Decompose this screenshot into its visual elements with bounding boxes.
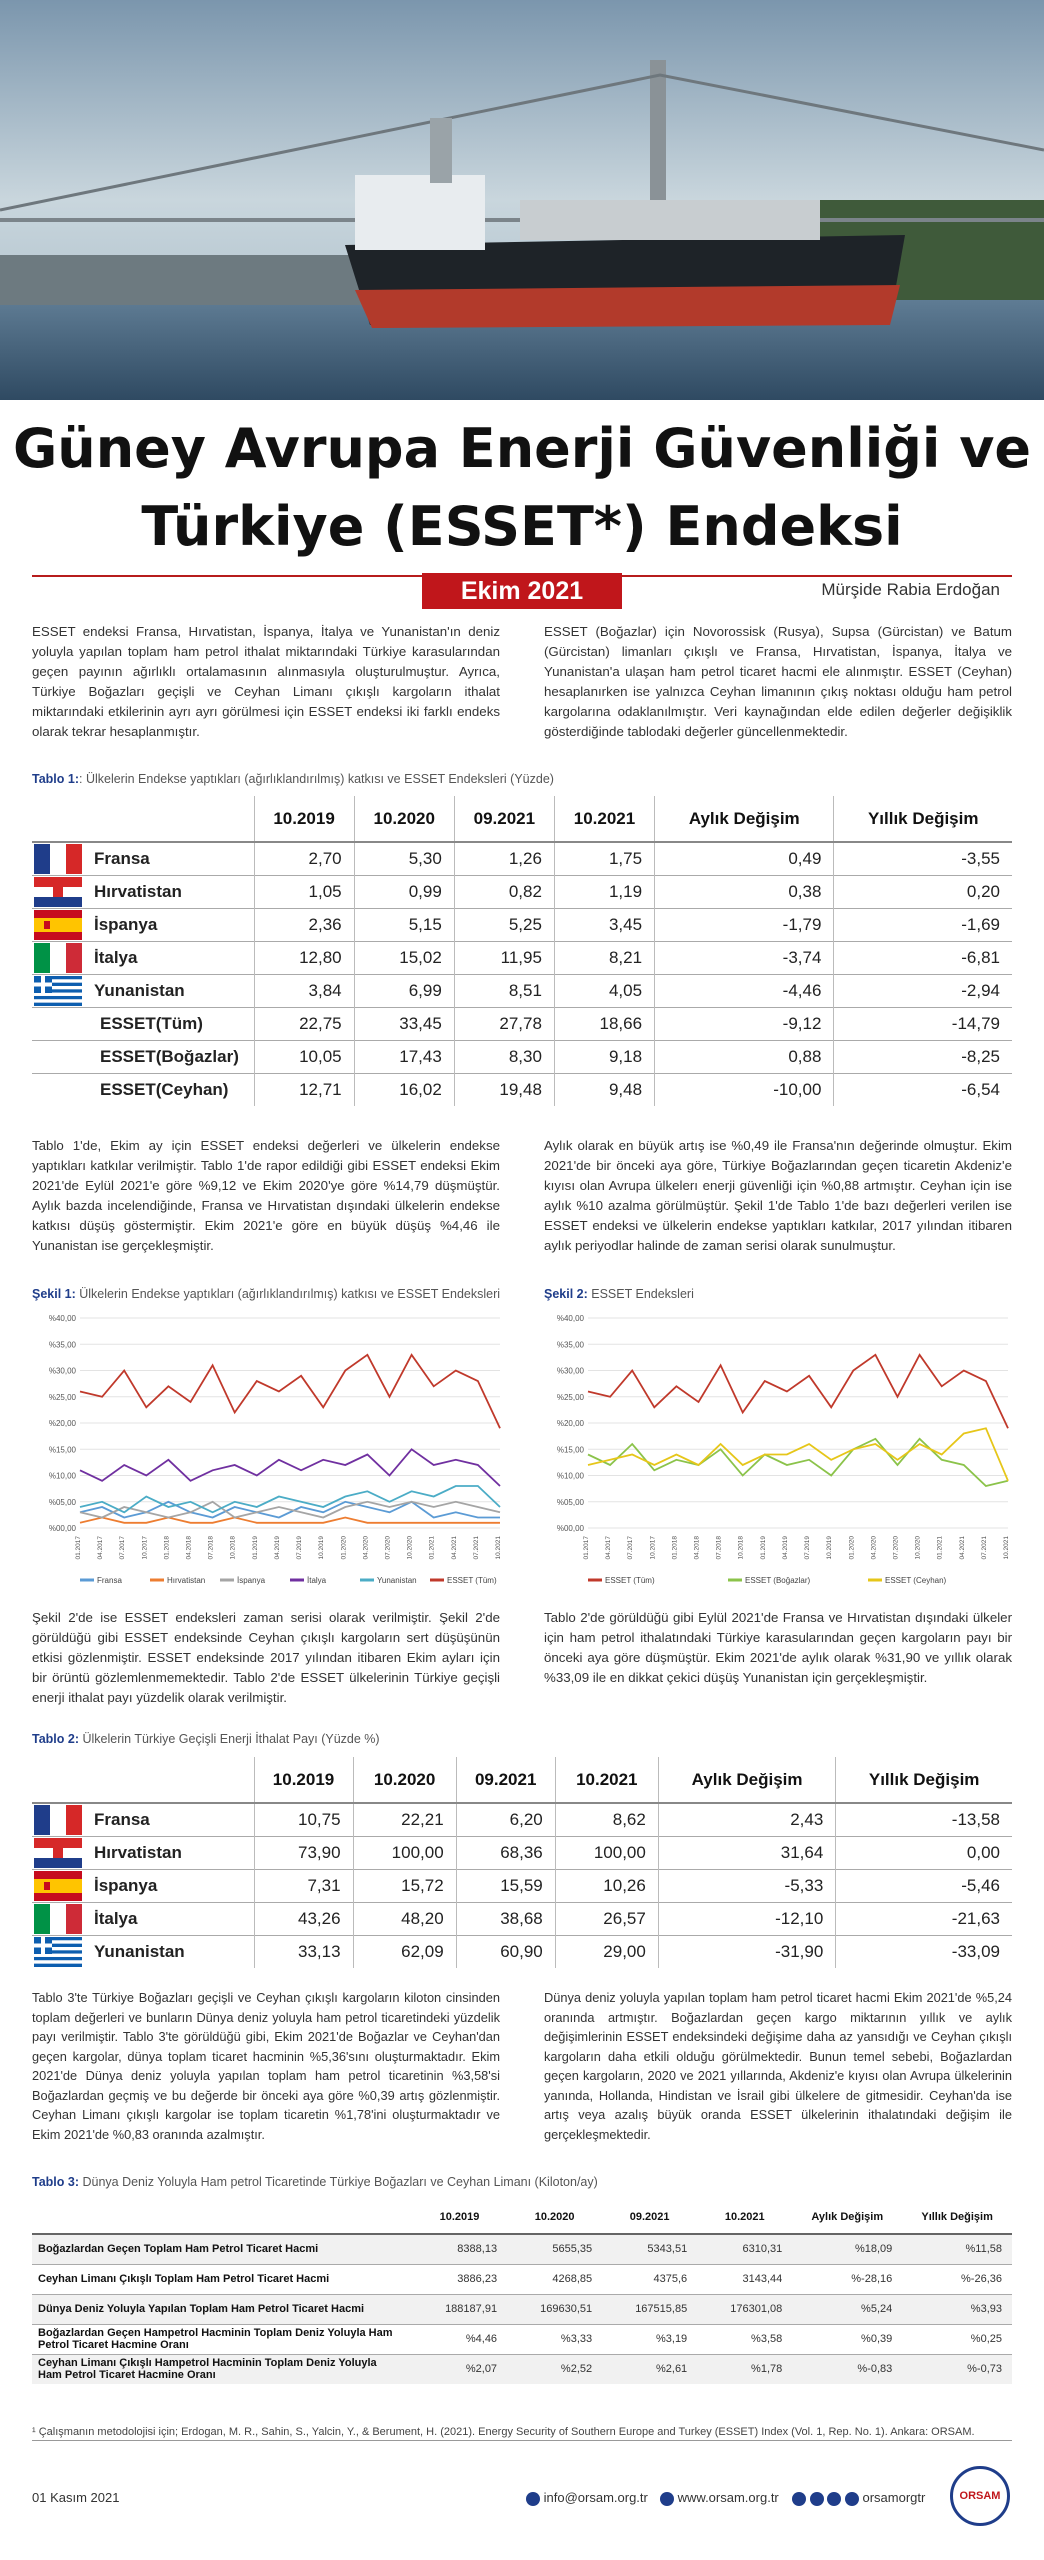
flag-cell [32, 1803, 86, 1836]
table3-row [32, 2234, 1012, 2264]
table1 [32, 796, 1012, 1106]
table2-header: 10.2020 [353, 1757, 456, 1803]
table-cell: 6310,31 [697, 2234, 792, 2264]
table-cell: 12,71 [254, 1073, 354, 1106]
fig1-xtick-label: 01.2021 [428, 1536, 436, 1560]
table-cell: 5,25 [454, 908, 554, 941]
table-cell: 15,59 [456, 1869, 555, 1902]
italy-flag-icon [34, 1904, 82, 1934]
table-cell: -6,54 [834, 1073, 1012, 1106]
table1-header: 10.2020 [354, 796, 454, 842]
row-label: ESSET(Ceyhan) [86, 1073, 254, 1106]
fig1-xtick-label: 07.2017 [119, 1536, 127, 1560]
table-cell: 8,62 [555, 1803, 658, 1836]
fig1-xtick-label: 04.2021 [450, 1536, 458, 1560]
table-cell: 1,26 [454, 842, 554, 875]
row-label: ESSET(Tüm) [86, 1007, 254, 1040]
table-cell: -2,94 [834, 974, 1012, 1007]
table1-row [32, 1040, 1012, 1073]
table3-header: Aylık Değişim [792, 2200, 902, 2234]
linkedin-icon [827, 2492, 841, 2506]
table-cell: 2,43 [658, 1803, 835, 1836]
table-cell: 18,66 [554, 1007, 654, 1040]
table-cell: %-0,73 [902, 2354, 1012, 2384]
fig2-xtick-label: 01.2021 [936, 1536, 944, 1560]
table-cell: 5,15 [354, 908, 454, 941]
table-cell: 3886,23 [412, 2264, 507, 2294]
row-label: Boğazlardan Geçen Toplam Ham Petrol Ticaret Hacmi [32, 2234, 412, 2264]
footer-email[interactable]: info@orsam.org.tr [526, 2490, 648, 2506]
table1-row [32, 908, 1012, 941]
fig2-ytick-label: %30,00 [556, 1366, 584, 1376]
table-cell: -9,12 [655, 1007, 834, 1040]
flag-cell [32, 1869, 86, 1902]
table-cell: 4268,85 [507, 2264, 602, 2294]
table-cell: 0,20 [834, 875, 1012, 908]
fig2-legend-label: ESSET (Boğazlar) [745, 1576, 811, 1585]
fig1-xtick-label: 10.2021 [495, 1536, 502, 1560]
fig1-series-line [80, 1449, 500, 1486]
table-cell: -3,55 [834, 842, 1012, 875]
table-cell: 60,90 [456, 1935, 555, 1968]
row-label: Ceyhan Limanı Çıkışlı Hampetrol Hacminin Toplam Deniz Yoluyla Ham Petrol Ticaret Hacmine Oranı [32, 2354, 412, 2384]
table-cell: -10,00 [655, 1073, 834, 1106]
table-cell: %-28,16 [792, 2264, 902, 2294]
table-cell: 19,48 [454, 1073, 554, 1106]
table-cell: 8,30 [454, 1040, 554, 1073]
table-cell: %0,25 [902, 2324, 1012, 2354]
fig2-ytick-label: %25,00 [556, 1392, 584, 1402]
table1-row [32, 1073, 1012, 1106]
fig1-xtick-label: 04.2018 [185, 1536, 193, 1560]
table-cell: 188187,91 [412, 2294, 507, 2324]
table-cell: 33,45 [354, 1007, 454, 1040]
fig2-series-line [588, 1355, 1008, 1429]
table-cell: 3,84 [254, 974, 354, 1007]
mid-left-text: Tablo 1'de, Ekim ay için ESSET endeksi değerleri ve ülkelerin endekse yaptıkları katkılar verilmiştir. Tablo 1'de rapor edildiği gibi ESSET endeksi Ekim 2021'de Eylül 2021'e göre %9,12 ve Ekim 2020'ye göre %14,79 düşmüştür. Aylık bazda incelendiğinde, Fransa ve Hırvatistan dışındaki ülkelerin endekse katkısı düşüş göstermiştir. Ekim 2021'e göre en büyük düşüş %4,46 ile Yunanistan ise gerçekleşmiştir. [32, 1138, 500, 1253]
fig2-xtick-label: 04.2019 [781, 1536, 789, 1560]
page-title [0, 410, 1044, 566]
bottom-left-text: Tablo 3'te Türkiye Boğazları geçişli ve Ceyhan çıkışlı kargoların kiloton cinsinden toplam değerleri ve bunların Dünya deniz yoluyla ham petrol ticaretindeki yüzdelik payı verilmiştir. Tablo 3'te görüldüğü gibi, Ekim 2021'de Boğazlar ve Ceyhan'dan geçen kargolar, dünya toplam ticaret hacminin %5,36'sını oluşturmaktadır. Ekim 2021'de Dünya deniz yoluyla yapılan toplam ham petrol ticaretinin %3,58'si Boğazlardan geçmiş ve bu değerde bir önceki aya göre %0,39 artış gözlenmiştir. Ceyhan Limanı çıkışlı kargolar ise toplam ticaretin %1,78'ini oluşturmaktadır ve Ekim 2021'de %0,83 oranında azalmıştır. [32, 1990, 500, 2142]
table-cell: %4,46 [412, 2324, 507, 2354]
flag-cell [32, 941, 86, 974]
fig1-xtick-label: 07.2018 [207, 1536, 215, 1560]
table-cell: %5,24 [792, 2294, 902, 2324]
table-cell: 0,99 [354, 875, 454, 908]
figure2-chart [536, 1310, 1016, 1600]
fig2-legend-label: ESSET (Tüm) [605, 1576, 655, 1585]
table-cell: %11,58 [902, 2234, 1012, 2264]
figure1-caption: Şekil 1: Ülkelerin Endekse yaptıkları (ağırlıklandırılmış) katkısı ve ESSET Endeksleri [32, 1287, 501, 1301]
row-label: Dünya Deniz Yoluyla Yapılan Toplam Ham Petrol Ticaret Hacmi [32, 2294, 412, 2324]
fig1-legend-label: İtalya [307, 1576, 327, 1585]
table-cell: 8388,13 [412, 2234, 507, 2264]
footer-divider [32, 2440, 1012, 2441]
fig1-ytick-label: %00,00 [48, 1524, 76, 1533]
fig2-xtick-label: 01.2019 [759, 1536, 767, 1560]
author-name: Mürşide Rabia Erdoğan [821, 580, 1000, 599]
table1-caption: Tablo 1:: Ülkelerin Endekse yaptıkları (ağırlıklandırılmış) katkısı ve ESSET Endeksleri (Yüzde) [32, 772, 554, 786]
table-cell: 29,00 [555, 1935, 658, 1968]
fig1-xtick-label: 07.2021 [472, 1536, 480, 1560]
figure2-caption: Şekil 2: ESSET Endeksleri [544, 1287, 694, 1301]
table-cell: 31,64 [658, 1836, 835, 1869]
table-cell: 167515,85 [602, 2294, 697, 2324]
table2-row [32, 1935, 1012, 1968]
table-cell: 176301,08 [697, 2294, 792, 2324]
table2-row [32, 1803, 1012, 1836]
table-cell: -6,81 [834, 941, 1012, 974]
table-cell: 0,00 [836, 1836, 1012, 1869]
table-cell: 2,36 [254, 908, 354, 941]
twitter-icon [845, 2492, 859, 2506]
fig1-ytick-label: %15,00 [48, 1445, 76, 1455]
fig2-xtick-label: 10.2017 [649, 1536, 657, 1560]
row-label: Ceyhan Limanı Çıkışlı Toplam Ham Petrol Ticaret Hacmi [32, 2264, 412, 2294]
intro-right-text: ESSET (Boğazlar) için Novorossisk (Rusya), Supsa (Gürcistan) ve Batum (Gürcistan) limanları çıkışlı ve Fransa, Hırvatistan, İspanya, İtalya ve Yunanistan'a ulaşan ham petrol ticaret hacmi ele alınmıştır. ESSET (Ceyhan) hesaplanırken ise yalnızca Ceyhan limanının çıkış noktası olduğu ham petrol kargolarına odaklanılmıştır. Veri kaynağından elde edilen değerler değişiklik gösterdiğinde tablodaki değerler güncellenmektedir. [544, 624, 1012, 739]
fig1-xtick-label: 10.2018 [229, 1536, 237, 1560]
table-cell: -13,58 [836, 1803, 1012, 1836]
fig2-series-line [588, 1439, 1008, 1486]
table3-header: 10.2020 [507, 2200, 602, 2234]
table-cell: -12,10 [658, 1902, 835, 1935]
title-line-1: Güney Avrupa Enerji Güvenliği ve [12, 417, 1032, 480]
fig1-legend-label: ESSET (Tüm) [447, 1576, 497, 1585]
fig2-xtick-label: 01.2020 [848, 1536, 856, 1560]
fig2-xtick-label: 10.2020 [914, 1536, 922, 1560]
flag-cell [32, 1902, 86, 1935]
fig1-xtick-label: 01.2017 [75, 1536, 82, 1560]
table-cell: 4,05 [554, 974, 654, 1007]
table1-row [32, 842, 1012, 875]
table-cell: -31,90 [658, 1935, 835, 1968]
table-cell: 11,95 [454, 941, 554, 974]
fig2-ytick-label: %00,00 [556, 1524, 584, 1533]
table3-row [32, 2294, 1012, 2324]
mid-right-text: Aylık olarak en büyük artış ise %0,49 ile Fransa'nın değerinde olmuştur. Ekim 2021'de bir önceki aya göre, Türkiye Boğazlarından geçen ticaretin Akdeniz'e kıyısı olan Avrupa ülkelerı enerji güvenliği için %0,88 artmıştır. Ceyhan için ise aylık %10 azalma görülmüştür. Şekil 1'de Tablo 1'de bazı değerleri verilen ise ESSET endeksi ve ülkelerin endekse yaptıkları katkılar, 2017 yılından itibaren aylık periyodlar halinde de zaman serisi olarak sunulmuştur. [544, 1138, 1012, 1253]
fig1-ytick-label: %10,00 [48, 1471, 76, 1481]
table2-header: Aylık Değişim [658, 1757, 835, 1803]
fig2-xtick-label: 07.2020 [892, 1536, 900, 1560]
footer-social[interactable]: orsamorgtr [792, 2490, 925, 2506]
fig2-xtick-label: 10.2019 [826, 1536, 834, 1560]
fig2-ytick-label: %20,00 [556, 1419, 584, 1428]
table1-row [32, 974, 1012, 1007]
intro-left-text: ESSET endeksi Fransa, Hırvatistan, İspanya, İtalya ve Yunanistan'ın deniz yoluyla yapılan toplam ham petrol ithalat miktarındaki Türkiye karasularından geçen payının ağırlıklı ortalamasının alınmasıyla oluşturulmuştur. Ayrıca, Türkiye Boğazları geçişli ve Ceyhan Limanı çıkışlı kargoların ithalat miktarındaki etkilerinin ayrı ayrı görülmesi için ESSET endeksi iki farklı endeks olarak tekrar hesaplanmıştır. [32, 624, 500, 739]
table-cell: 16,02 [354, 1073, 454, 1106]
row-label: İtalya [86, 941, 254, 974]
mid2-left-text: Şekil 2'de ise ESSET endeksleri zaman serisi olarak verilmiştir. Şekil 2'de görüldüğü gibi ESSET endeksinde Ceyhan çıkışlı kargoların sert düşüşünün etkisi gözlenmiştir. ESSET endeksinde 2017 yılından itibaren Ekim ayları için bir örüntü gözlemlenmemektedir. Tablo 2'de ESSET ülkelerinin Türkiye geçişli enerji ithalat payı yüzdelik olarak verilmiştir. [32, 1610, 500, 1705]
fig1-xtick-label: 01.2018 [163, 1536, 171, 1560]
row-label: Hırvatistan [86, 875, 254, 908]
fig2-xtick-label: 10.2018 [737, 1536, 745, 1560]
table-cell: 3143,44 [697, 2264, 792, 2294]
flag-cell [32, 974, 86, 1007]
fig1-xtick-label: 01.2019 [251, 1536, 259, 1560]
fig2-xtick-label: 04.2020 [870, 1536, 878, 1560]
table2-row [32, 1902, 1012, 1935]
france-flag-icon [34, 1805, 82, 1835]
table-cell: 6,99 [354, 974, 454, 1007]
table-cell: 6,20 [456, 1803, 555, 1836]
table1-header: 09.2021 [454, 796, 554, 842]
row-label: İspanya [86, 908, 254, 941]
fig1-xtick-label: 04.2020 [362, 1536, 370, 1560]
facebook-icon [792, 2492, 806, 2506]
italy-flag-icon [34, 943, 82, 973]
table-cell: %-26,36 [902, 2264, 1012, 2294]
table2-caption: Tablo 2: Ülkelerin Türkiye Geçişli Enerji İthalat Payı (Yüzde %) [32, 1732, 380, 1746]
table3 [32, 2200, 1012, 2384]
fig2-xtick-label: 07.2019 [804, 1536, 812, 1560]
row-label: Yunanistan [86, 1935, 254, 1968]
spain-flag-icon [34, 910, 82, 940]
fig1-xtick-label: 04.2017 [97, 1536, 105, 1560]
table-cell: 10,75 [254, 1803, 353, 1836]
table-cell: 0,49 [655, 842, 834, 875]
footer-date: 01 Kasım 2021 [32, 2490, 120, 2505]
row-label: Yunanistan [86, 974, 254, 1007]
greece-flag-icon [34, 1937, 82, 1967]
row-label: Hırvatistan [86, 1836, 254, 1869]
table-cell: 100,00 [353, 1836, 456, 1869]
table-cell: 1,19 [554, 875, 654, 908]
table-cell: 0,38 [655, 875, 834, 908]
flag-cell [32, 1836, 86, 1869]
fig2-series-line [588, 1428, 1008, 1481]
spain-flag-icon [34, 1871, 82, 1901]
table-cell: -3,74 [655, 941, 834, 974]
table-cell: 0,82 [454, 875, 554, 908]
mid2-right-text: Tablo 2'de görüldüğü gibi Eylül 2021'de Fransa ve Hırvatistan dışındaki ülkeler için ham petrol ithalatındaki Türkiye karasularından geçen kargoların payı bir önceki aya göre düşmüştür. Ekim 2021'de aylık olarak %31,90 ve yıllık olarak %33,09 ile en dikkat çekici düşüş Yunanistan için gerçekleşmiştir. [544, 1610, 1012, 1685]
table1-row [32, 941, 1012, 974]
table2-header: Yıllık Değişim [836, 1757, 1012, 1803]
fig1-xtick-label: 10.2020 [406, 1536, 414, 1560]
table-cell: 2,70 [254, 842, 354, 875]
table-cell: 5,30 [354, 842, 454, 875]
table-cell: 1,05 [254, 875, 354, 908]
table-cell: -8,25 [834, 1040, 1012, 1073]
table2-header: 10.2019 [254, 1757, 353, 1803]
table-cell: 8,51 [454, 974, 554, 1007]
table2-row [32, 1869, 1012, 1902]
fig1-ytick-label: %35,00 [48, 1340, 76, 1350]
table-cell: %1,78 [697, 2354, 792, 2384]
table3-caption: Tablo 3: Dünya Deniz Yoluyla Ham petrol Ticaretinde Türkiye Boğazları ve Ceyhan Limanı (Kiloton/ay) [32, 2175, 598, 2189]
table-cell: 169630,51 [507, 2294, 602, 2324]
fig2-ytick-label: %05,00 [556, 1497, 584, 1507]
fig2-ytick-label: %40,00 [556, 1314, 584, 1323]
fig2-xtick-label: 01.2017 [583, 1536, 590, 1560]
fig1-legend-label: Yunanistan [377, 1576, 417, 1585]
table-cell: 0,88 [655, 1040, 834, 1073]
table-cell: 22,21 [353, 1803, 456, 1836]
fig2-xtick-label: 07.2017 [627, 1536, 635, 1560]
fig2-xtick-label: 04.2018 [693, 1536, 701, 1560]
fig2-ytick-label: %35,00 [556, 1340, 584, 1350]
fig1-series-line [80, 1502, 500, 1518]
table-cell: 43,26 [254, 1902, 353, 1935]
table1-row [32, 1007, 1012, 1040]
table1-header: Yıllık Değişim [834, 796, 1012, 842]
table-cell: -5,33 [658, 1869, 835, 1902]
france-flag-icon [34, 844, 82, 874]
row-label: İtalya [86, 1902, 254, 1935]
table2-header: 09.2021 [456, 1757, 555, 1803]
table-cell: %3,19 [602, 2324, 697, 2354]
fig1-xtick-label: 10.2017 [141, 1536, 149, 1560]
fig1-ytick-label: %05,00 [48, 1497, 76, 1507]
table-cell: 100,00 [555, 1836, 658, 1869]
bottom-right-text: Dünya deniz yoluyla yapılan toplam ham petrol ticaret hacmi Ekim 2021'de %5,24 oranında artmıştır. Boğazlardan geçen kargo miktarının yıllık ve aylık değişimlerinin ESSET endeksindeki değişime daha az yansıdığı ve Ceyhan çıkışlı kargoların daha etkili olduğu görülmektedir. Bunun temel sebebi, Boğazlardan geçen kargoların, 2020 ve 2021 yıllarında, Akdeniz'e kıyısı olan Avrupa ülkelerinin yanında, Hollanda, Hindistan ve İsrail gibi ülkelere de gitmesidir. Ceyhan'da ise artış veya azalış büyük oranda ESSET ülkelerinin ithalatındaki değişim ile gerçekleşmektedir. [544, 1990, 1012, 2142]
fig2-xtick-label: 07.2021 [980, 1536, 988, 1560]
table-cell: -1,69 [834, 908, 1012, 941]
figure1-chart [28, 1310, 508, 1600]
flag-cell [32, 1040, 86, 1073]
fig2-ytick-label: %15,00 [556, 1445, 584, 1455]
table1-row [32, 875, 1012, 908]
table2 [32, 1757, 1012, 1968]
table-cell: 10,05 [254, 1040, 354, 1073]
table-cell: %2,52 [507, 2354, 602, 2384]
fig1-series-line [80, 1518, 500, 1523]
table-cell: 62,09 [353, 1935, 456, 1968]
table-cell: -21,63 [836, 1902, 1012, 1935]
table-cell: 27,78 [454, 1007, 554, 1040]
table-cell: %2,07 [412, 2354, 507, 2384]
table-cell: 5343,51 [602, 2234, 697, 2264]
row-label: ESSET(Boğazlar) [86, 1040, 254, 1073]
table3-header: Yıllık Değişim [902, 2200, 1012, 2234]
table3-row [32, 2264, 1012, 2294]
orsam-logo: ORSAM [950, 2466, 1010, 2526]
table-cell: 22,75 [254, 1007, 354, 1040]
croatia-flag-icon [34, 877, 82, 907]
fig1-xtick-label: 07.2019 [296, 1536, 304, 1560]
table3-row [32, 2324, 1012, 2354]
table3-header: 10.2019 [412, 2200, 507, 2234]
table-cell: %3,58 [697, 2324, 792, 2354]
row-label: Boğazlardan Geçen Hampetrol Hacminin Toplam Deniz Yoluyla Ham Petrol Ticaret Hacmine Oranı [32, 2324, 412, 2354]
title-line-2: Türkiye (ESSET*) Endeksi [141, 495, 903, 558]
table-cell: 4375,6 [602, 2264, 697, 2294]
table-cell: %-0,83 [792, 2354, 902, 2384]
hero-ship-image [0, 0, 1044, 400]
table-cell: 9,18 [554, 1040, 654, 1073]
table-cell: 68,36 [456, 1836, 555, 1869]
table-cell: %3,93 [902, 2294, 1012, 2324]
date-badge: Ekim 2021 [422, 573, 622, 609]
row-label: İspanya [86, 1869, 254, 1902]
fig2-xtick-label: 07.2018 [715, 1536, 723, 1560]
table3-header: 09.2021 [602, 2200, 697, 2234]
table1-header: 10.2019 [254, 796, 354, 842]
table1-header: Aylık Değişim [655, 796, 834, 842]
table-cell: 15,02 [354, 941, 454, 974]
table-cell: 38,68 [456, 1902, 555, 1935]
table-cell: 12,80 [254, 941, 354, 974]
table-cell: 33,13 [254, 1935, 353, 1968]
table-cell: 9,48 [554, 1073, 654, 1106]
table-cell: 8,21 [554, 941, 654, 974]
table-cell: %3,33 [507, 2324, 602, 2354]
table-cell: %0,39 [792, 2324, 902, 2354]
table-cell: 3,45 [554, 908, 654, 941]
table3-header: 10.2021 [697, 2200, 792, 2234]
table-cell: 7,31 [254, 1869, 353, 1902]
table-cell: -14,79 [834, 1007, 1012, 1040]
table-cell: -5,46 [836, 1869, 1012, 1902]
table-cell: 1,75 [554, 842, 654, 875]
fig1-xtick-label: 01.2020 [340, 1536, 348, 1560]
flag-cell [32, 1935, 86, 1968]
table1-header: 10.2021 [554, 796, 654, 842]
footnote: ¹ Çalışmanın metodolojisi için; Erdogan, M. R., Sahin, S., Yalcin, Y., & Berument, H. (2021). Energy Security of Southern Europe and Turkey (ESSET) Index (Vol. 1, Rep. No. 1). Ankara: ORSAM. [32, 2426, 975, 2438]
fig1-xtick-label: 10.2019 [318, 1536, 326, 1560]
table-cell: 73,90 [254, 1836, 353, 1869]
table-cell: 17,43 [354, 1040, 454, 1073]
table-cell: %18,09 [792, 2234, 902, 2264]
table2-header: 10.2021 [555, 1757, 658, 1803]
table-cell: 48,20 [353, 1902, 456, 1935]
fig1-legend-label: İspanya [237, 1576, 266, 1585]
fig1-series-line [80, 1355, 500, 1429]
table-cell: %2,61 [602, 2354, 697, 2384]
croatia-flag-icon [34, 1838, 82, 1868]
fig2-xtick-label: 10.2021 [1003, 1536, 1010, 1560]
fig2-xtick-label: 04.2017 [605, 1536, 613, 1560]
fig2-legend-label: ESSET (Ceyhan) [885, 1576, 947, 1585]
fig2-ytick-label: %10,00 [556, 1471, 584, 1481]
fig1-series-line [80, 1486, 500, 1512]
fig1-xtick-label: 07.2020 [384, 1536, 392, 1560]
flag-cell [32, 1073, 86, 1106]
footer-website[interactable]: www.orsam.org.tr [660, 2490, 779, 2506]
table-cell: -4,46 [655, 974, 834, 1007]
instagram-icon [810, 2492, 824, 2506]
fig1-legend-label: Fransa [97, 1576, 122, 1585]
table-cell: 26,57 [555, 1902, 658, 1935]
fig2-xtick-label: 01.2018 [671, 1536, 679, 1560]
fig1-ytick-label: %20,00 [48, 1419, 76, 1428]
flag-cell [32, 908, 86, 941]
fig2-xtick-label: 04.2021 [958, 1536, 966, 1560]
flag-cell [32, 1007, 86, 1040]
fig1-legend-label: Hırvatistan [167, 1576, 206, 1585]
footer [0, 2480, 1044, 2520]
email-icon [526, 2492, 540, 2506]
flag-cell [32, 842, 86, 875]
table-cell: 10,26 [555, 1869, 658, 1902]
table-cell: -1,79 [655, 908, 834, 941]
row-label: Fransa [86, 842, 254, 875]
fig1-ytick-label: %40,00 [48, 1314, 76, 1323]
flag-cell [32, 875, 86, 908]
table-cell: 15,72 [353, 1869, 456, 1902]
fig1-ytick-label: %30,00 [48, 1366, 76, 1376]
fig1-ytick-label: %25,00 [48, 1392, 76, 1402]
row-label: Fransa [86, 1803, 254, 1836]
globe-icon [660, 2492, 674, 2506]
greece-flag-icon [34, 976, 82, 1006]
table-cell: 5655,35 [507, 2234, 602, 2264]
table2-row [32, 1836, 1012, 1869]
fig1-xtick-label: 04.2019 [273, 1536, 281, 1560]
table3-row [32, 2354, 1012, 2384]
table-cell: -33,09 [836, 1935, 1012, 1968]
